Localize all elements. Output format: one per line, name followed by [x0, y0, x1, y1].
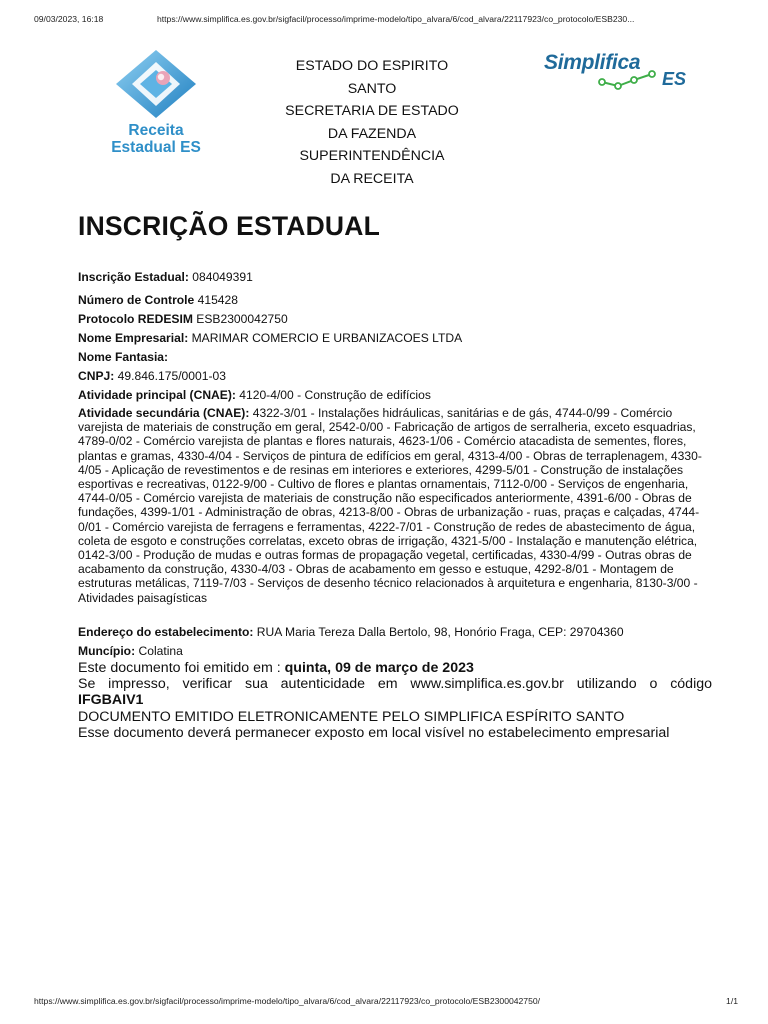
issuing-authority: [262, 55, 482, 190]
header-line: SECRETARIA DE ESTADO: [285, 103, 459, 119]
field-value: 4322-3/01 - Instalações hidráulicas, sanitárias e de gás, 4744-0/99 - Comércio varejista de materiais de construção em geral, 2542-0/00 - Fabricação de artigos de serralheria, exceto esquadrias, 4789-0/02 - Comércio varejista de plantas e flores naturais, 4623-1/06 - Comércio atacadista de sementes, flores, plantas e gramas, 4330-4/04 - Serviços de pintura de edifícios em geral, 4313-4/00 - Obras de terraplenagem, 4330-4/05 - Aplicação de revestimentos e de resinas em interiores e exteriores, 4299-5/01 - Construção de instalações esportivas e recreativas, 0122-9/00 - Cultivo de flores e plantas ornamentais, 7112-0/00 - Serviços de engenharia, 4744-0/05 - Comércio varejista de materiais de construção não especificados anteriormente, 4391-6/00 - Obras de fundações, 4399-1/01 - Administração de obras, 4213-8/00 - Obras de urbanização - ruas, praças e calçadas, 4744-0/01 - Comércio varejista de ferragens e ferramentas, 4222-7/01 - Construção de redes de abastecimento de água, coleta de esgoto e construções correlatas, exceto obras de irrigação, 4321-5/00 - Instalação e manutenção elétrica, 0142-3/00 - Produção de mudas e outras formas de propagação vegetal, certificadas, 4330-4/99 - Outras obras de acabamento da construção, 4330-4/03 - Obras de acabamento em gesso e estuque, 4292-8/01 - Montagem de estruturas metálicas, 7119-7/03 - Serviços de desenho técnico relacionados à arquitetura e engenharia, 8130-3/00 - Atividades paisagísticas: [78, 406, 702, 605]
field-label: Inscrição Estadual:: [78, 270, 189, 284]
authenticity-line: Se impresso, verificar sua autenticidade em www.simplifica.es.gov.br utilizando o código: [78, 676, 712, 693]
field-label: Número de Controle: [78, 293, 195, 307]
field-numero-controle: [78, 293, 238, 307]
header-line: ESTADO DO ESPIRITO: [295, 58, 449, 74]
emission-notice: [78, 660, 712, 741]
field-label: CNPJ:: [78, 369, 115, 383]
header-line: SANTO: [347, 80, 397, 97]
field-value: RUA Maria Tereza Dalla Bertolo, 98, Honório Fraga, CEP: 29704360: [256, 625, 624, 639]
field-label: Atividade principal (CNAE):: [78, 388, 236, 402]
header-line: DA FAZENDA: [327, 125, 417, 142]
field-inscricao-estadual: [78, 270, 253, 284]
header-line: DA RECEITA: [330, 170, 414, 187]
field-value: 49.846.175/0001-03: [117, 369, 226, 383]
document-title: INSCRIÇÃO ESTADUAL: [78, 211, 380, 241]
field-label: Endereço do estabelecimento:: [78, 625, 254, 639]
simplifica-logo-es: ES: [662, 69, 687, 89]
display-requirement-line: Esse documento deverá permanecer exposto em local visível no estabelecimento empresarial: [78, 724, 670, 741]
field-municipio: [78, 644, 183, 658]
field-label: Nome Empresarial:: [78, 331, 189, 345]
network-nodes-icon: [598, 70, 662, 90]
simplifica-logo-text: Simplifica: [544, 51, 641, 74]
field-value: 415428: [197, 293, 238, 307]
field-atividade-principal: [78, 388, 710, 402]
field-value: Colatina: [138, 644, 183, 658]
logo-text-receita: Receita: [128, 122, 184, 139]
receita-emblem-icon: [114, 48, 198, 120]
field-endereco: [78, 625, 710, 639]
field-cnpj: [78, 369, 226, 383]
electronic-issue-line: DOCUMENTO EMITIDO ELETRONICAMENTE PELO SIMPLIFICA ESPÍRITO SANTO: [78, 708, 625, 725]
field-label: Muncípio:: [78, 644, 136, 658]
field-nome-empresarial: [78, 331, 462, 345]
simplifica-es-logo: [540, 50, 700, 94]
field-nome-fantasia: [78, 350, 168, 364]
print-url[interactable]: https://www.simplifica.es.gov.br/sigfacil/processo/imprime-modelo/tipo_alvara/6/cod_alvara/22117923/co_protocolo/ESB230...: [157, 14, 635, 24]
emission-date-line: [78, 660, 712, 676]
page-number: 1/1: [726, 996, 738, 1006]
logo-text-estadual: Estadual ES: [111, 139, 201, 156]
field-value: MARIMAR COMERCIO E URBANIZACOES LTDA: [191, 331, 463, 345]
receita-estadual-logo: [102, 48, 210, 164]
field-label: Nome Fantasia:: [78, 350, 169, 364]
header-line: SUPERINTENDÊNCIA: [299, 148, 445, 164]
footer-url[interactable]: https://www.simplifica.es.gov.br/sigfacil/processo/imprime-modelo/tipo_alvara/6/cod_alvara/22117923/co_protocolo/ESB2300042750/: [34, 996, 541, 1006]
emission-prefix: Este documento foi emitido em :: [78, 660, 281, 676]
field-value: 4120-4/00 - Construção de edifícios: [239, 388, 431, 402]
authenticity-code: IFGBAIV1: [78, 692, 144, 709]
field-atividade-secundaria: [78, 406, 710, 605]
print-datetime: 09/03/2023, 16:18: [34, 14, 104, 24]
emission-date: quinta, 09 de março de 2023: [284, 660, 474, 676]
field-value: ESB2300042750: [196, 312, 288, 326]
field-label: Atividade secundária (CNAE):: [78, 406, 250, 420]
field-value: 084049391: [192, 270, 253, 284]
field-protocolo-redesim: [78, 312, 288, 326]
field-label: Protocolo REDESIM: [78, 312, 193, 326]
